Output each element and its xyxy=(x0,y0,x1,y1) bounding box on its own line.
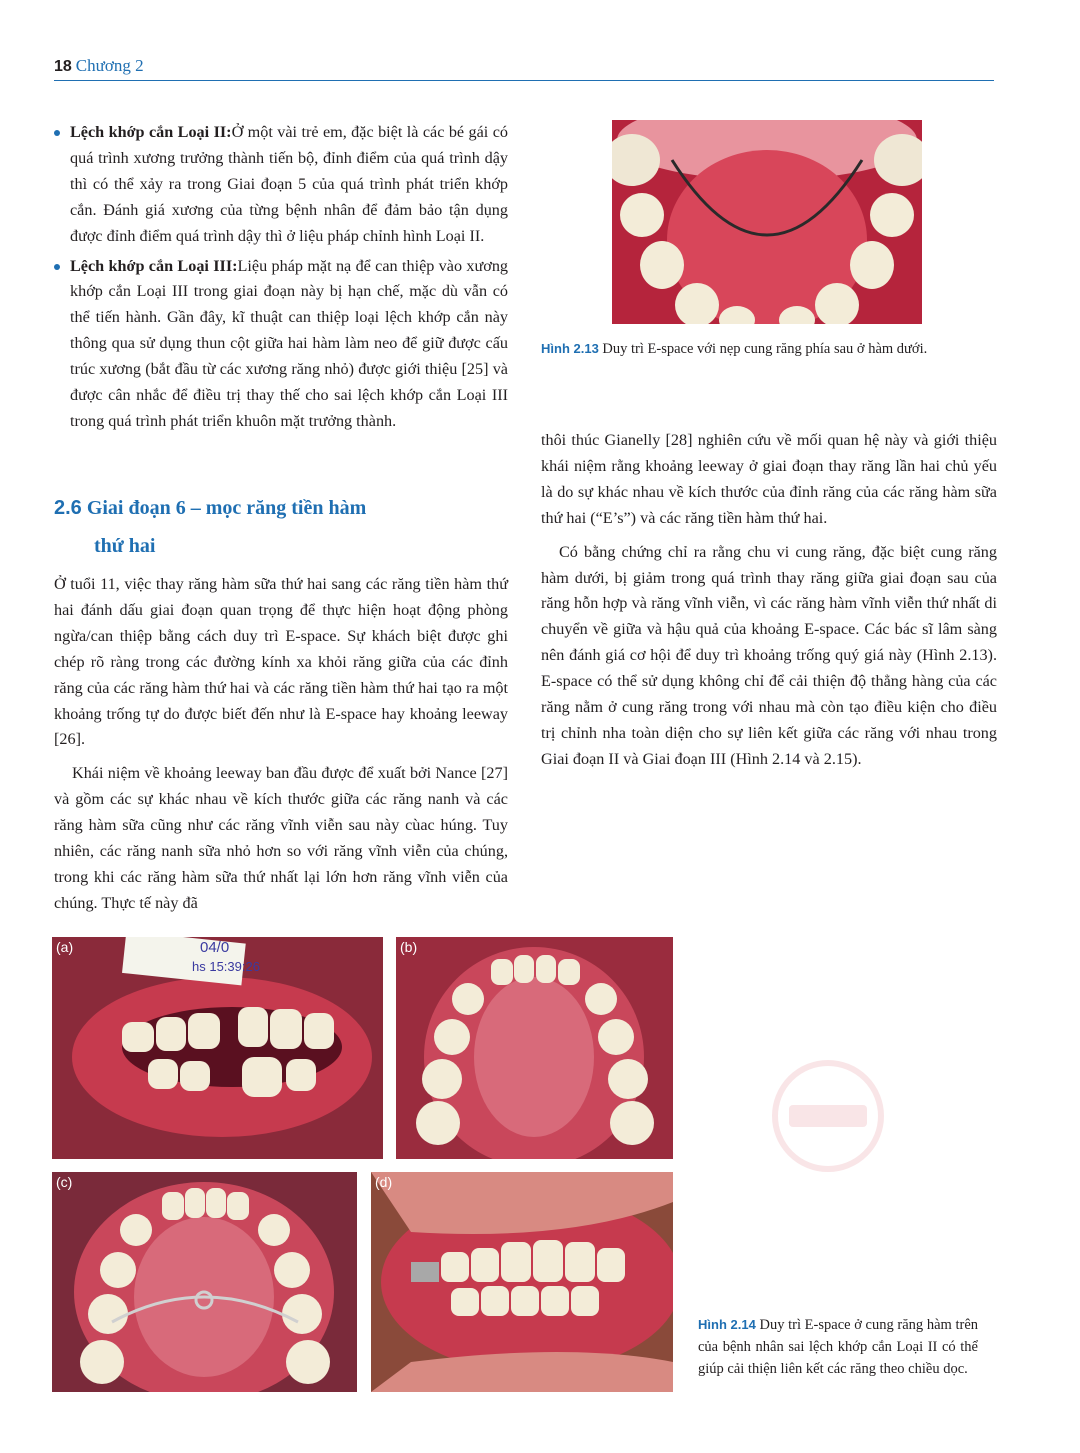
figure-caption-text: Duy trì E-space ở cung răng hàm trên của bệnh nhân sai lệch khớp cắn Loại II có thể giúp cải thiện liên kết các răng theo chiều dọc. xyxy=(698,1317,979,1377)
figure-2-14-photo-a xyxy=(52,937,383,1159)
figure-label: Hình 2.13 xyxy=(541,341,599,356)
left-body xyxy=(54,572,508,925)
body-paragraph: Có bằng chứng chỉ ra rằng chu vi cung răng, đặc biệt cung răng hàm dưới, bị giảm trong quá trình thay răng giữa giai đoạn sau của răng hỗn hợp và răng vĩnh viễn, vì các răng hàm vĩnh viễn thứ nhất di chuyển về giữa và hậu quả của khoảng E-space. Các bác sĩ lâm sàng nên đánh giá cơ hội để duy trì khoảng trống quý giá này (Hình 2.13). E-space có thể sử dụng không chỉ để cải thiện độ thẳng hàng của các răng nằm ở cung răng trong với nhau mà còn tạo điều kiện cho điều trị chỉnh nha toàn diện cho sự liên kết giữa các răng với nhau trong Giai đoạn II và Giai đoạn III (Hình 2.14 và 2.15). xyxy=(541,542,997,768)
right-body xyxy=(541,428,997,781)
header-rule xyxy=(54,80,994,81)
figure-label: Hình 2.14 xyxy=(698,1317,756,1332)
panel-label-d: (d) xyxy=(375,1174,393,1190)
page-number: 18 xyxy=(54,58,72,75)
bullet-text: Ở một vài trẻ em, đặc biệt là các bé gái có quá trình xương trưởng thành tiến bộ, đỉnh điểm của quá trình dậy thì có thể xảy ra trong Giai đoạn 5 của quá trình phát triển khớp cắn. Đánh giá xương của từng bệnh nhân để đảm bảo tận dụng được đỉnh điểm quá trình dậy thì ở liệu pháp chỉnh hình Loại II. xyxy=(70,123,508,245)
section-title-line2: thứ hai xyxy=(94,535,156,557)
bullet-text: Liệu pháp mặt nạ để can thiệp vào xương khớp cắn Loại III trong giai đoạn này bị hạn chế, mặc dù vẫn có thể tiến hành. Gần đây, kĩ thuật can thiệp loại lệch khớp cắn này thông qua sử dụng thun cột giữa hai hàm làm neo để giữ được cấu trúc xương (bắt đầu từ các xương răng nhỏ) được giới thiệu [25] và được cân nhắc để điều trị thay thế cho sai lệch khớp cắn Loại III trong quá trình phát triển khuôn mặt trưởng thành. xyxy=(70,256,509,430)
bullet-class-ii xyxy=(54,120,508,250)
watermark-seal xyxy=(772,1060,884,1172)
figure-2-14-caption xyxy=(698,1314,978,1380)
photo-a-time: hs 15:39:26 xyxy=(192,959,260,974)
body-paragraph: Khái niệm về khoảng leeway ban đầu được để xuất bởi Nance [27] và gồm các sự khác nhau về kích thước giữa các răng nanh và các răng hàm sữa cũng như các răng vĩnh viễn sau này cùac húng. Tuy nhiên, các răng nanh sữa nhỏ hơn so với răng vĩnh viễn của chúng, trong khi các răng hàm sữa thứ nhất lại lớn hơn răng vĩnh viễn của chúng. Thực tế này đã xyxy=(54,764,508,912)
figure-2-13-caption xyxy=(541,338,991,360)
figure-2-14-photo-c xyxy=(52,1172,357,1392)
body-paragraph: thôi thúc Gianelly [28] nghiên cứu về mối quan hệ này và giới thiệu khái niệm rằng khoảng leeway ở giai đoạn thay răng lần hai chủ yếu là do sự khác nhau về kích thước của đỉnh răng của các răng hàm sữa thứ hai (“E’s”) và các răng tiền hàm thứ hai. xyxy=(541,431,997,527)
figure-2-14-photo-d xyxy=(371,1172,673,1392)
panel-label-b: (b) xyxy=(400,939,418,955)
figure-caption-text: Duy trì E-space với nẹp cung răng phía sau ở hàm dưới. xyxy=(598,341,928,357)
chapter-label: Chương 2 xyxy=(75,56,144,75)
panel-label-c: (c) xyxy=(56,1174,73,1190)
section-title-line1: Giai đoạn 6 – mọc răng tiền hàm xyxy=(86,497,367,519)
running-header xyxy=(54,56,144,76)
section-heading xyxy=(54,494,514,560)
bullet-class-iii xyxy=(54,254,508,435)
photo-a-stamp: 04/0 xyxy=(200,939,230,956)
section-number: 2.6 xyxy=(54,497,82,519)
bullet-term: Lệch khớp cắn Loại II: xyxy=(70,123,232,141)
bullet-term: Lệch khớp cắn Loại III: xyxy=(70,256,238,275)
panel-label-a: (a) xyxy=(56,939,74,955)
figure-2-13-photo xyxy=(612,120,922,324)
left-bullets xyxy=(54,120,508,439)
body-paragraph: Ở tuổi 11, việc thay răng hàm sữa thứ hai sang các răng tiền hàm thứ hai đánh dấu giai đoạn quan trọng để thực hiện hoạt động phòng ngừa/can thiệp bằng cách duy trì E-space. Sự khách biệt được ghi chép rõ ràng trong các đường kính xa khỏi răng giữa của các đỉnh răng của các răng hàm thứ hai và các răng tiền hàm thứ hai tạo ra một khoảng trống tự do được biết đến như là E-space hay khoảng leeway [26]. xyxy=(54,575,508,749)
figure-2-14-photo-b xyxy=(396,937,673,1159)
